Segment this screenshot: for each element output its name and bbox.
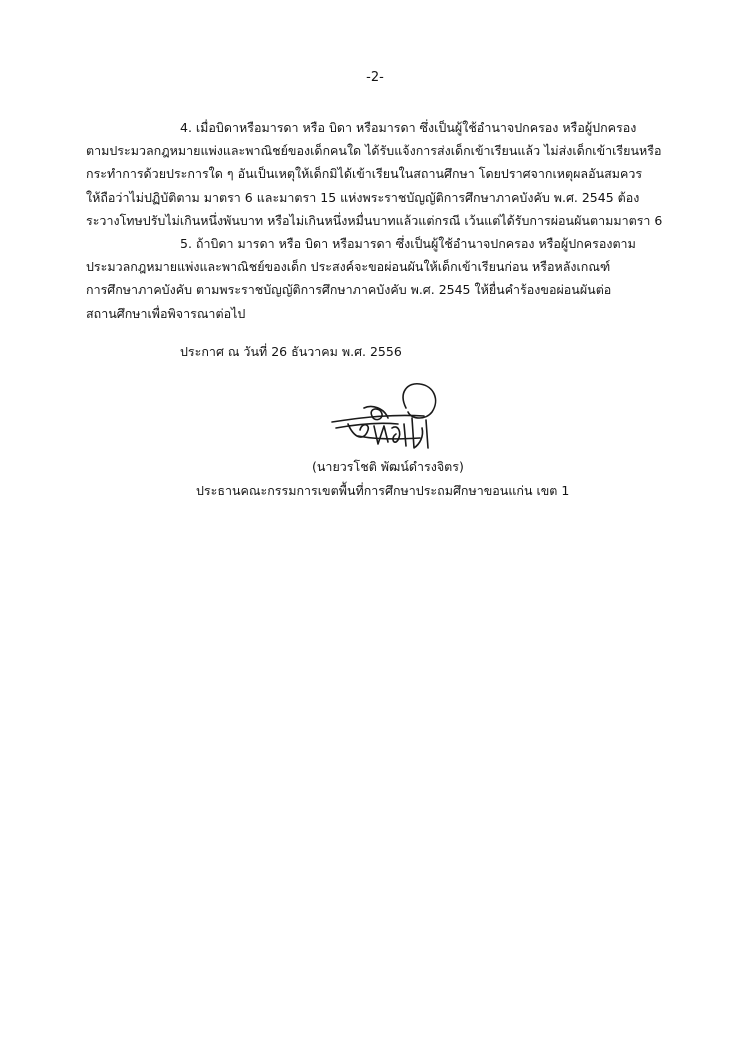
clause-4 xyxy=(86,116,676,232)
clause-line: ตามประมวลกฎหมายแพ่งและพาณิชย์ของเด็กคนใด ได้รับแจ้งการส่งเด็กเข้าเรียนแล้ว ไม่ส่งเด็กเข้าเรียนหรือ xyxy=(86,143,662,159)
signer-title: ประธานคณะกรรมการเขตพื้นที่การศึกษาประถมศึกษาขอนแก่น เขต 1 xyxy=(196,483,570,498)
clause-line: ระวางโทษปรับไม่เกินหนึ่งพันบาท หรือไม่เกินหนึ่งหมื่นบาทแล้วแต่กรณี เว้นแต่ได้รับการผ่อนผันตามมาตรา 6 xyxy=(86,212,663,228)
clause-line: 4. เมื่อบิดาหรือมารดา หรือ บิดา หรือมารดา ซึ่งเป็นผู้ใช้อำนาจปกครอง หรือผู้ปกครอง xyxy=(180,120,637,135)
handwritten-signature xyxy=(328,378,458,456)
clause-line: สถานศึกษาเพื่อพิจารณาต่อไป xyxy=(86,305,246,321)
signer-name: (นายวรโชติ พัฒน์ดำรงจิตร) xyxy=(312,459,464,474)
clause-5 xyxy=(86,232,676,325)
announcement-date: ประกาศ ณ วันที่ 26 ธันวาคม พ.ศ. 2556 xyxy=(180,344,402,359)
clause-line: การศึกษาภาคบังคับ ตามพระราชบัญญัติการศึกษาภาคบังคับ พ.ศ. 2545 ให้ยื่นคำร้องขอผ่อนผันต่อ xyxy=(86,282,612,298)
clause-line: ประมวลกฎหมายแพ่งและพาณิชย์ของเด็ก ประสงค์จะขอผ่อนผันให้เด็กเข้าเรียนก่อน หรือหลังเกณฑ์ xyxy=(86,259,611,275)
page-number: -2- xyxy=(366,70,384,85)
clause-line: กระทำการด้วยประการใด ๆ อันเป็นเหตุให้เด็กมิได้เข้าเรียนในสถานศึกษา โดยปราศจากเหตุผลอันสมควร xyxy=(86,166,643,182)
clause-line: 5. ถ้าบิดา มารดา หรือ บิดา หรือมารดา ซึ่งเป็นผู้ใช้อำนาจปกครอง หรือผู้ปกครองตาม xyxy=(180,235,636,251)
document-body xyxy=(86,116,676,325)
clause-line: ให้ถือว่าไม่ปฏิบัติตาม มาตรา 6 และมาตรา 15 แห่งพระราชบัญญัติการศึกษาภาคบังคับ พ.ศ. 2545 ต้อง xyxy=(86,189,640,205)
